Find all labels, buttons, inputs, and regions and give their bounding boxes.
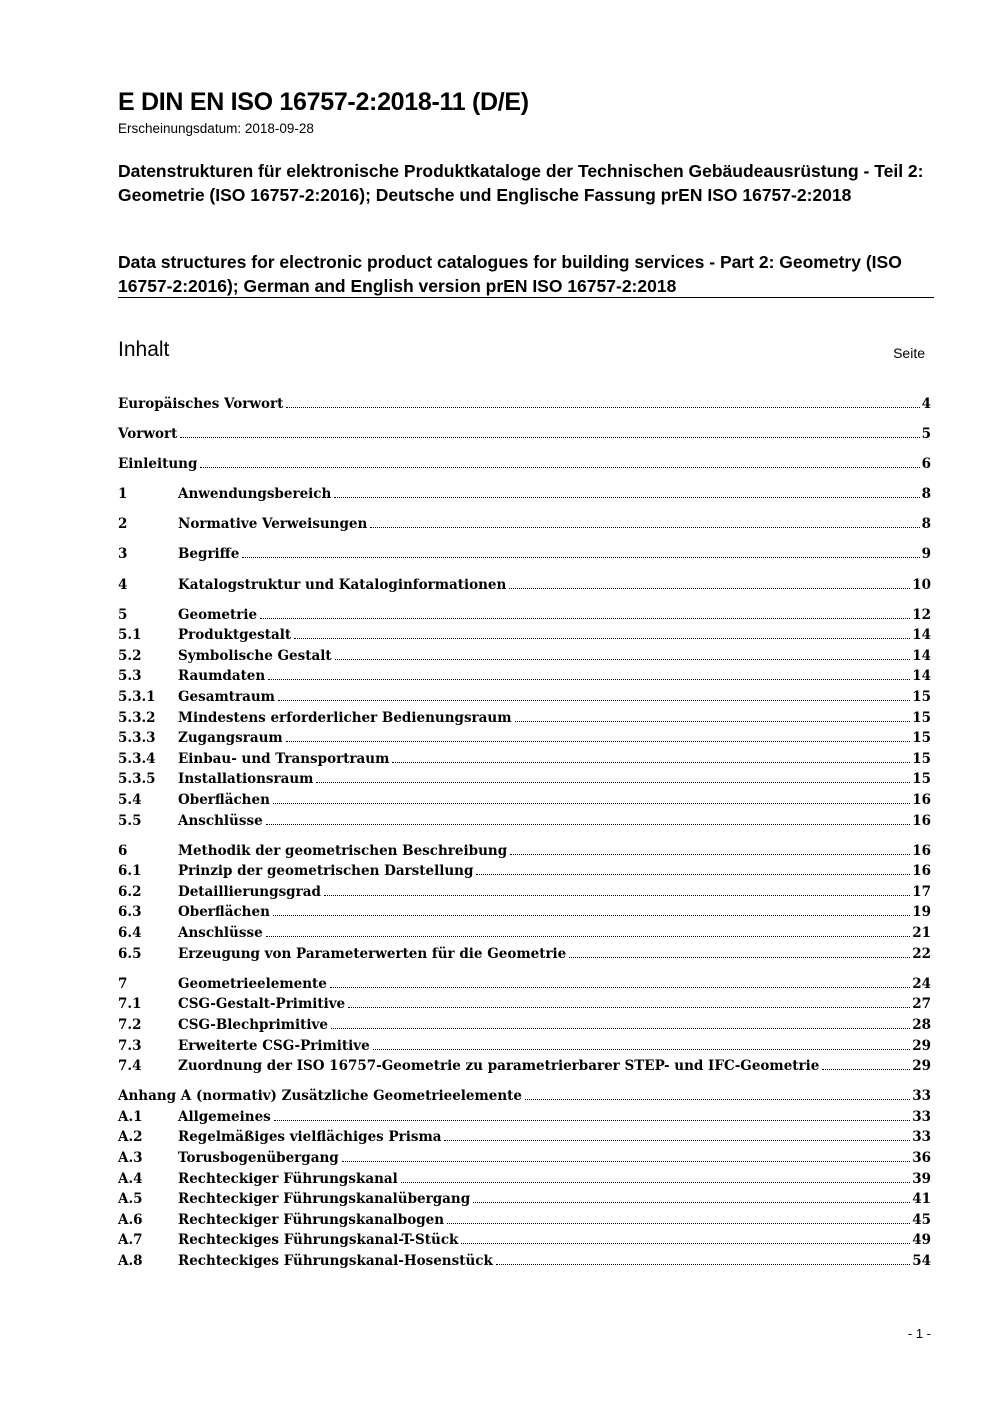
toc-entry-page: 14 bbox=[912, 647, 931, 664]
toc-dot-leader bbox=[200, 467, 919, 468]
toc-dot-leader bbox=[335, 659, 911, 660]
toc-dot-leader bbox=[348, 1007, 910, 1008]
toc-entry-number: 5.3.1 bbox=[118, 689, 156, 706]
toc-entry-number: 6.5 bbox=[118, 945, 142, 962]
toc-entry[interactable] bbox=[118, 484, 931, 505]
toc-entry-page: 19 bbox=[912, 904, 931, 921]
toc-entry-title: Katalogstruktur und Kataloginformationen bbox=[178, 576, 507, 593]
toc-entry-title: CSG-Blechprimitive bbox=[178, 1016, 328, 1033]
toc-dot-leader bbox=[266, 824, 911, 825]
toc-entry-title: Regelmäßiges vielflächiges Prisma bbox=[178, 1129, 442, 1146]
toc-entry-number: 6.3 bbox=[118, 904, 142, 921]
toc-entry-number: 7.4 bbox=[118, 1058, 142, 1075]
toc-entry-page: 12 bbox=[912, 606, 931, 623]
toc-entry-title: Erzeugung von Parameterwerten für die Geometrie bbox=[178, 945, 567, 962]
toc-entry-page: 15 bbox=[912, 709, 931, 726]
toc-entry[interactable] bbox=[118, 1036, 931, 1057]
toc-entry-page: 10 bbox=[912, 576, 931, 593]
toc-dot-leader bbox=[342, 1161, 910, 1162]
toc-entry-title: Erweiterte CSG-Primitive bbox=[178, 1037, 370, 1054]
toc-entry-page: 16 bbox=[912, 812, 931, 829]
toc-dot-leader bbox=[401, 1182, 910, 1183]
toc-entry-page: 5 bbox=[921, 426, 931, 443]
toc-entry[interactable] bbox=[118, 811, 931, 832]
toc-entry-number: A.4 bbox=[118, 1170, 143, 1187]
toc-entry-number: 7 bbox=[118, 975, 128, 992]
toc-entry[interactable] bbox=[118, 790, 931, 811]
toc-entry-number: A.2 bbox=[118, 1129, 143, 1146]
toc-entry-title: Mindestens erforderlicher Bedienungsraum bbox=[178, 709, 512, 726]
toc-entry-number: A.1 bbox=[118, 1108, 143, 1125]
toc-entry-title: Methodik der geometrischen Beschreibung bbox=[178, 842, 508, 859]
toc-entry-page: 41 bbox=[912, 1191, 931, 1208]
toc-entry-title: Rechteckiges Führungskanal-T-Stück bbox=[178, 1232, 459, 1249]
toc-dot-leader bbox=[515, 721, 911, 722]
toc-entry-number: 7.2 bbox=[118, 1016, 142, 1033]
toc-dot-leader bbox=[473, 1202, 910, 1203]
toc-entry-page: 14 bbox=[912, 668, 931, 685]
toc-entry-page: 16 bbox=[912, 842, 931, 859]
toc-dot-leader bbox=[242, 557, 919, 558]
toc-entry-page: 49 bbox=[912, 1232, 931, 1249]
toc-dot-leader bbox=[294, 638, 910, 639]
toc-entry-number: 7.3 bbox=[118, 1037, 142, 1054]
toc-entry-title: Anschlüsse bbox=[178, 812, 263, 829]
toc-entry-page: 9 bbox=[921, 546, 931, 563]
toc-entry-page: 4 bbox=[921, 396, 931, 412]
document-id: E DIN EN ISO 16757-2:2018-11 (D/E) bbox=[118, 88, 529, 116]
toc-entry-title: Prinzip der geometrischen Darstellung bbox=[178, 863, 474, 880]
toc-dot-leader bbox=[274, 1120, 910, 1121]
toc-heading: Inhalt bbox=[118, 338, 170, 361]
toc-entry-number: 5.2 bbox=[118, 647, 142, 664]
toc-entry-title: Oberflächen bbox=[178, 904, 270, 921]
toc-entry[interactable] bbox=[118, 902, 931, 923]
toc-entry[interactable] bbox=[118, 575, 931, 596]
toc-entry-page: 29 bbox=[912, 1058, 931, 1075]
toc-entry[interactable] bbox=[118, 646, 931, 667]
toc-entry-page: 22 bbox=[912, 945, 931, 962]
toc-entry[interactable] bbox=[118, 1148, 931, 1169]
toc-entry[interactable] bbox=[118, 728, 931, 749]
toc-entry[interactable] bbox=[118, 708, 931, 729]
toc-entry-title: Allgemeines bbox=[178, 1108, 271, 1125]
toc-entry-title: Normative Verweisungen bbox=[178, 516, 368, 533]
toc-entry-number: A.5 bbox=[118, 1191, 143, 1208]
toc-entry[interactable] bbox=[118, 944, 931, 965]
toc-entry-number: 6.1 bbox=[118, 863, 142, 880]
toc-entry-page: 21 bbox=[912, 925, 931, 942]
toc-entry[interactable] bbox=[118, 923, 931, 944]
toc-entry-title: Produktgestalt bbox=[178, 627, 292, 644]
toc-dot-leader bbox=[822, 1069, 910, 1070]
toc-entry[interactable] bbox=[118, 605, 931, 626]
toc-entry-page: 8 bbox=[921, 516, 931, 533]
toc-entry-number: 5.5 bbox=[118, 812, 142, 829]
toc-dot-leader bbox=[496, 1264, 910, 1265]
toc-entry[interactable] bbox=[118, 1015, 931, 1036]
toc-dot-leader bbox=[316, 782, 910, 783]
toc-entry-page: 16 bbox=[912, 863, 931, 880]
toc-dot-leader bbox=[444, 1140, 910, 1141]
toc-dot-leader bbox=[180, 437, 919, 438]
toc-entry-number: A.8 bbox=[118, 1252, 143, 1269]
toc-entry-page: 33 bbox=[912, 1108, 931, 1125]
toc-entry-title: Raumdaten bbox=[178, 668, 266, 685]
toc-entry-page: 16 bbox=[912, 792, 931, 808]
toc-dot-leader bbox=[286, 407, 919, 408]
toc-entry-page: 6 bbox=[921, 456, 931, 473]
toc-entry-number: 4 bbox=[118, 576, 128, 593]
title-german: Datenstrukturen für elektronische Produktkataloge der Technischen Gebäudeausrüstung - Teil 2: Geometrie (ISO 16757-2:2016); Deutsche und Englische Fassung prEN ISO 16757-2:2018 bbox=[118, 161, 924, 205]
toc-entry-number: 1 bbox=[118, 486, 128, 503]
toc-entry-title: CSG-Gestalt-Primitive bbox=[178, 996, 346, 1013]
publication-date: Erscheinungsdatum: 2018-09-28 bbox=[118, 121, 314, 136]
toc-entry-title: Vorwort bbox=[118, 426, 178, 443]
toc-entry-title: Rechteckiger Führungskanal bbox=[178, 1170, 398, 1187]
table-of-contents bbox=[118, 394, 931, 1272]
toc-dot-leader bbox=[273, 915, 910, 916]
toc-entry-number: 5.4 bbox=[118, 792, 142, 808]
toc-entry-page: 29 bbox=[912, 1037, 931, 1054]
toc-entry-title: Zuordnung der ISO 16757-Geometrie zu parametrierbarer STEP- und IFC-Geometrie bbox=[178, 1058, 820, 1075]
toc-entry-page: 15 bbox=[912, 730, 931, 747]
toc-entry-title: Europäisches Vorwort bbox=[118, 396, 284, 412]
toc-dot-leader bbox=[392, 762, 910, 763]
toc-entry-number: 5.3.4 bbox=[118, 750, 156, 767]
toc-entry-number: 5.1 bbox=[118, 627, 142, 644]
toc-dot-leader bbox=[266, 936, 911, 937]
toc-entry-page: 36 bbox=[912, 1150, 931, 1166]
toc-entry-title: Zugangsraum bbox=[178, 730, 283, 747]
toc-entry-title: Geometrieelemente bbox=[178, 975, 327, 992]
toc-entry[interactable] bbox=[118, 841, 931, 862]
toc-entry-page: 54 bbox=[912, 1252, 931, 1269]
toc-entry-number: 2 bbox=[118, 516, 128, 533]
toc-dot-leader bbox=[476, 874, 910, 875]
toc-entry-page: 14 bbox=[912, 627, 931, 644]
toc-entry-title: Rechteckiger Führungskanalbogen bbox=[178, 1211, 445, 1228]
toc-dot-leader bbox=[509, 588, 910, 589]
toc-entry-title: Detaillierungsgrad bbox=[178, 883, 321, 900]
toc-entry-title: Begriffe bbox=[178, 546, 240, 563]
toc-entry[interactable] bbox=[118, 1086, 931, 1107]
toc-dot-leader bbox=[324, 895, 910, 896]
toc-dot-leader bbox=[260, 618, 910, 619]
toc-entry-title: Einbau- und Transportraum bbox=[178, 750, 390, 767]
toc-entry-page: 45 bbox=[912, 1211, 931, 1228]
toc-entry-number: 5.3 bbox=[118, 668, 142, 685]
toc-entry[interactable] bbox=[118, 861, 931, 882]
toc-entry-number: A.6 bbox=[118, 1211, 143, 1228]
toc-entry-title: Anwendungsbereich bbox=[178, 486, 332, 503]
toc-entry[interactable] bbox=[118, 749, 931, 770]
toc-entry-page: 15 bbox=[912, 750, 931, 767]
toc-entry-page: 15 bbox=[912, 771, 931, 788]
toc-entry[interactable] bbox=[118, 1127, 931, 1148]
toc-entry[interactable] bbox=[118, 625, 931, 646]
toc-dot-leader bbox=[286, 741, 911, 742]
toc-entry-title: Gesamtraum bbox=[178, 689, 275, 706]
toc-entry-page: 39 bbox=[912, 1170, 931, 1187]
toc-entry-page: 27 bbox=[912, 996, 931, 1013]
toc-dot-leader bbox=[373, 1049, 911, 1050]
toc-entry[interactable] bbox=[118, 514, 931, 535]
toc-entry-page: 33 bbox=[912, 1088, 931, 1105]
toc-entry-title: Installationsraum bbox=[178, 771, 314, 788]
toc-dot-leader bbox=[330, 987, 910, 988]
toc-entry-title: Rechteckiger Führungskanalübergang bbox=[178, 1191, 471, 1208]
toc-entry-number: A.7 bbox=[118, 1232, 143, 1249]
toc-entry-number: 6.4 bbox=[118, 925, 142, 942]
toc-entry-number: 5 bbox=[118, 606, 128, 623]
toc-dot-leader bbox=[268, 679, 910, 680]
toc-entry-number: 5.3.2 bbox=[118, 709, 156, 726]
toc-entry-number: 3 bbox=[118, 546, 128, 563]
toc-entry-page: 33 bbox=[912, 1129, 931, 1146]
toc-entry[interactable] bbox=[118, 1056, 931, 1077]
page-number: - 1 - bbox=[907, 1326, 931, 1341]
toc-dot-leader bbox=[278, 700, 910, 701]
toc-dot-leader bbox=[569, 957, 910, 958]
header-divider bbox=[118, 297, 934, 298]
toc-entry-title: Rechteckiges Führungskanal-Hosenstück bbox=[178, 1252, 493, 1269]
toc-entry-number: 6 bbox=[118, 842, 128, 859]
toc-entry-number: 7.1 bbox=[118, 996, 142, 1013]
toc-entry-number: A.3 bbox=[118, 1150, 143, 1166]
toc-entry-title: Geometrie bbox=[178, 606, 258, 623]
toc-entry-title: Torusbogenübergang bbox=[178, 1150, 339, 1166]
toc-entry[interactable] bbox=[118, 769, 931, 790]
toc-entry-number: 6.2 bbox=[118, 883, 142, 900]
toc-entry-page: 8 bbox=[921, 486, 931, 503]
toc-dot-leader bbox=[331, 1028, 910, 1029]
toc-dot-leader bbox=[510, 854, 910, 855]
toc-dot-leader bbox=[334, 497, 919, 498]
toc-entry-page: 28 bbox=[912, 1016, 931, 1033]
toc-entry[interactable] bbox=[118, 974, 931, 995]
toc-entry[interactable] bbox=[118, 1169, 931, 1190]
toc-entry[interactable] bbox=[118, 394, 931, 415]
toc-entry-title: Einleitung bbox=[118, 456, 198, 473]
toc-dot-leader bbox=[525, 1099, 910, 1100]
toc-entry[interactable] bbox=[118, 1251, 931, 1272]
toc-entry[interactable] bbox=[118, 687, 931, 708]
toc-entry[interactable] bbox=[118, 454, 931, 475]
toc-entry[interactable] bbox=[118, 424, 931, 445]
toc-entry[interactable] bbox=[118, 544, 931, 565]
toc-entry[interactable] bbox=[118, 994, 931, 1015]
toc-dot-leader bbox=[273, 803, 910, 804]
toc-entry-page: 17 bbox=[912, 883, 931, 900]
toc-entry[interactable] bbox=[118, 666, 931, 687]
toc-dot-leader bbox=[447, 1223, 910, 1224]
toc-entry[interactable] bbox=[118, 1107, 931, 1128]
toc-entry[interactable] bbox=[118, 1210, 931, 1231]
toc-entry-title: Anschlüsse bbox=[178, 925, 263, 942]
toc-dot-leader bbox=[370, 527, 919, 528]
toc-entry-number: 5.3.5 bbox=[118, 771, 156, 788]
toc-entry-page: 24 bbox=[912, 975, 931, 992]
toc-entry[interactable] bbox=[118, 882, 931, 903]
toc-entry-number: 5.3.3 bbox=[118, 730, 156, 747]
toc-entry-title: Symbolische Gestalt bbox=[178, 647, 332, 664]
toc-entry-title: Anhang A (normativ) Zusätzliche Geometrieelemente bbox=[118, 1088, 523, 1105]
toc-page-column-label: Seite bbox=[893, 345, 925, 361]
toc-entry-page: 15 bbox=[912, 689, 931, 706]
toc-entry[interactable] bbox=[118, 1189, 931, 1210]
toc-dot-leader bbox=[461, 1243, 910, 1244]
toc-entry-title: Oberflächen bbox=[178, 792, 270, 808]
toc-entry[interactable] bbox=[118, 1230, 931, 1251]
title-english: Data structures for electronic product catalogues for building services - Part 2: Geometry (ISO 16757-2:2016); German and English version prEN ISO 16757-2:2018 bbox=[118, 252, 902, 296]
